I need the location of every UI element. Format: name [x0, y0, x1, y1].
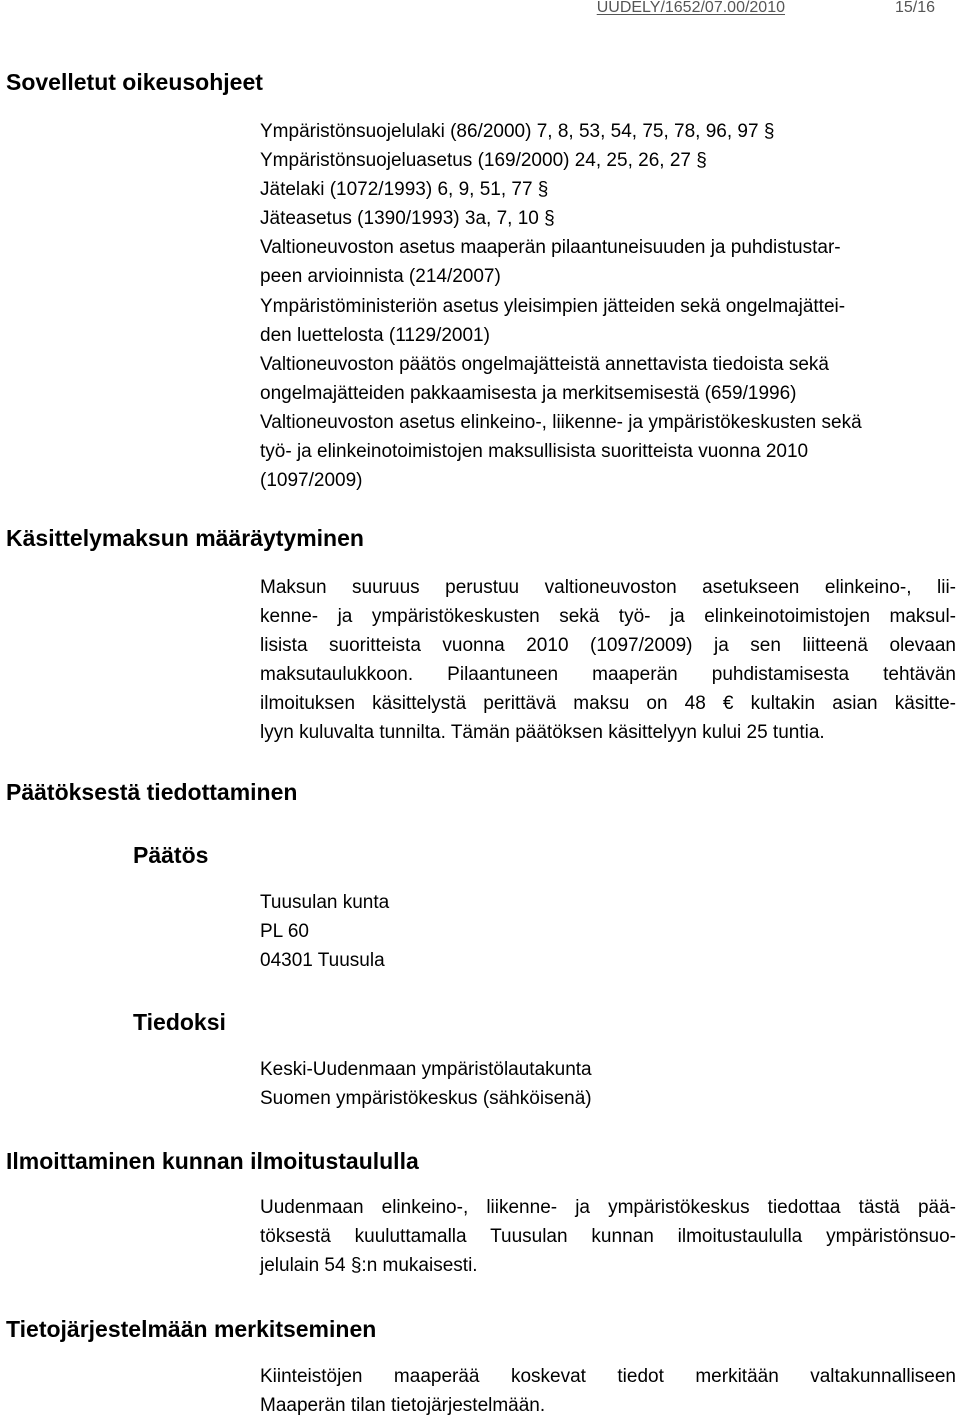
law-line: den luettelosta (1129/2001) [260, 324, 490, 346]
law-line: Valtioneuvoston asetus elinkeino-, liikenne- ja ympäristökeskusten sekä [260, 411, 862, 433]
recipient-line: 04301 Tuusula [260, 950, 385, 972]
recipient-line: PL 60 [260, 921, 309, 943]
heading-bulletin: Ilmoittaminen kunnan ilmoitustaululla [6, 1148, 419, 1174]
fee-line: maksutaulukkoon. Pilaantuneen maaperän puhdistamisesta tehtävän [260, 664, 956, 686]
registry-line: Kiinteistöjen maaperää koskevat tiedot merkitään valtakunnalliseen [260, 1366, 956, 1387]
heading-decision: Päätös [133, 842, 209, 868]
law-line: peen arvioinnista (214/2007) [260, 266, 501, 288]
fee-line: lyyn kuluvalta tunnilta. Tämän päätöksen käsittelyyn kului 25 tuntia. [260, 722, 825, 744]
law-line: Ympäristönsuojeluasetus (169/2000) 24, 25, 26, 27 § [260, 150, 707, 172]
fee-line: lisista suoritteista vuonna 2010 (1097/2009) ja sen liitteenä olevaan [260, 635, 956, 657]
recipient-line: Suomen ympäristökeskus (sähköisenä) [260, 1088, 592, 1110]
recipient-line: Tuusulan kunta [260, 892, 390, 913]
registry-paragraph [260, 1362, 956, 1420]
heading-registry: Tietojärjestelmään merkitseminen [6, 1316, 377, 1342]
recipient-line: Keski-Uudenmaan ympäristölautakunta [260, 1059, 592, 1080]
applied-law-list [260, 117, 956, 495]
law-line: ongelmajätteiden pakkaamisesta ja merkitsemisestä (659/1996) [260, 382, 797, 404]
bulletin-line: töksestä kuuluttamalla Tuusulan kunnan ilmoitustaululla ympäristönsuo- [260, 1226, 956, 1248]
info-recipients [260, 1055, 956, 1113]
bulletin-paragraph [260, 1193, 956, 1280]
law-line: (1097/2009) [260, 470, 363, 492]
fee-line: ilmoituksen käsittelystä perittävä maksu on 48 € kultakin asian käsitte- [260, 693, 956, 715]
registry-line: Maaperän tilan tietojärjestelmään. [260, 1395, 546, 1417]
page-number: 15/16 [894, 0, 935, 16]
document-reference: UUDELY/1652/07.00/2010 [596, 0, 785, 16]
law-line: työ- ja elinkeinotoimistojen maksullisista suoritteista vuonna 2010 [260, 441, 809, 463]
heading-notification: Päätöksestä tiedottaminen [6, 779, 298, 805]
decision-recipient [260, 888, 956, 975]
heading-applied-law: Sovelletut oikeusohjeet [6, 69, 263, 95]
law-line: Valtioneuvoston asetus maaperän pilaantuneisuuden ja puhdistustar- [260, 237, 841, 259]
fee-line: kenne- ja ympäristökeskusten sekä työ- ja elinkeinotoimistojen maksul- [260, 606, 956, 628]
law-line: Ympäristönsuojelulaki (86/2000) 7, 8, 53, 54, 75, 78, 96, 97 § [260, 121, 775, 142]
fee-line: Maksun suuruus perustuu valtioneuvoston asetukseen elinkeino-, lii- [260, 577, 956, 598]
bulletin-line: jelulain 54 §:n mukaisesti. [260, 1255, 478, 1277]
heading-info: Tiedoksi [133, 1009, 226, 1035]
heading-fee: Käsittelymaksun määräytyminen [6, 525, 364, 551]
fee-paragraph [260, 573, 956, 748]
law-line: Jäteasetus (1390/1993) 3a, 7, 10 § [260, 208, 555, 230]
law-line: Jätelaki (1072/1993) 6, 9, 51, 77 § [260, 179, 549, 201]
law-line: Valtioneuvoston päätös ongelmajätteistä annettavista tiedoista sekä [260, 353, 829, 375]
law-line: Ympäristöministeriön asetus yleisimpien jätteiden sekä ongelmajättei- [260, 295, 846, 317]
bulletin-line: Uudenmaan elinkeino-, liikenne- ja ympäristökeskus tiedottaa tästä pää- [260, 1197, 956, 1218]
